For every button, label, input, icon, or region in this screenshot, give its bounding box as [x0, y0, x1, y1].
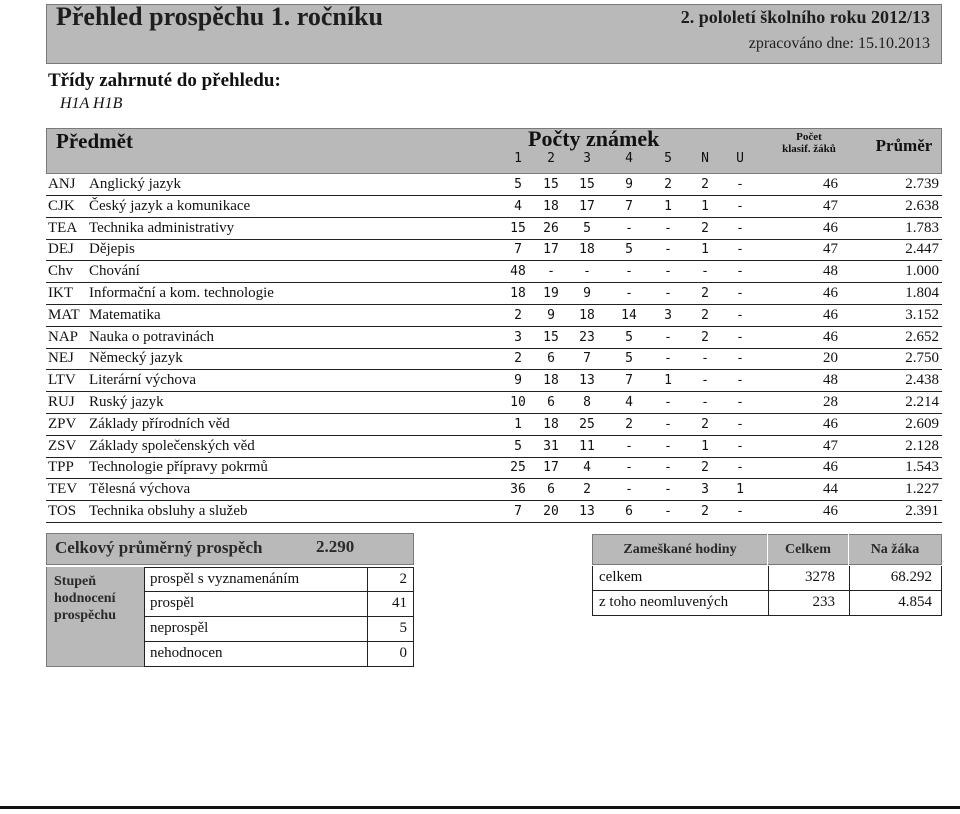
grade-count-cell: -: [736, 242, 744, 258]
grade-count-cell: -: [701, 373, 709, 389]
table-row: [46, 414, 942, 436]
grade-column-heading: N: [701, 151, 709, 166]
grade-count-cell: -: [664, 416, 672, 432]
grade-count-cell: -: [736, 198, 744, 214]
subject-name: Technologie přípravy pokrmů: [89, 459, 268, 476]
grade-count-cell: -: [736, 351, 744, 367]
table-row: [46, 370, 942, 392]
grade-count-cell: -: [701, 264, 709, 280]
grade-count-cell: -: [736, 307, 744, 323]
table-row: [46, 392, 942, 414]
grade-level-count: 2: [399, 571, 407, 587]
subject-name: Literární výchova: [89, 372, 197, 389]
grade-level-row: [144, 567, 414, 592]
pupils-count-cell: 46: [823, 306, 838, 323]
missed-hours-divider: [849, 566, 850, 590]
classes-list: H1A H1B: [60, 95, 123, 112]
grade-count-cell: -: [583, 264, 591, 280]
table-row: [46, 327, 942, 349]
grade-count-cell: 1: [701, 438, 709, 454]
grade-level-count: 5: [399, 620, 407, 636]
grade-count-cell: 3: [514, 329, 522, 345]
grade-count-cell: -: [664, 504, 672, 519]
grade-count-cell: 10: [510, 395, 526, 410]
subject-code: IKT: [48, 285, 73, 301]
grade-count-cell: 1: [664, 373, 672, 389]
grade-count-cell: 2: [701, 220, 709, 236]
grade-count-cell: 5: [514, 438, 522, 454]
subject-code: ZSV: [48, 437, 77, 454]
grade-count-cell: 25: [579, 416, 595, 432]
pupils-count-cell: 46: [823, 176, 838, 192]
missed-hours-divider: [768, 566, 769, 590]
grade-count-cell: 6: [625, 504, 633, 519]
grade-column-heading: 3: [583, 151, 591, 166]
average-cell: 2.447: [905, 241, 939, 258]
grade-count-cell: 2: [701, 329, 709, 345]
school-period: 2. pololetí školního roku 2012/13: [680, 7, 930, 27]
average-cell: 1.227: [905, 481, 939, 498]
subject-code: DEJ: [48, 241, 74, 258]
table-row: [46, 218, 942, 240]
grade-count-cell: 1: [701, 198, 709, 214]
table-row: [46, 457, 942, 479]
grade-count-cell: -: [664, 460, 672, 476]
subject-code: Chv: [48, 263, 74, 280]
page-title: Přehled prospěchu 1. ročníku: [56, 2, 383, 31]
grade-count-cell: -: [664, 242, 672, 258]
grade-count-cell: 18: [543, 416, 559, 432]
grade-level-label: prospěl: [150, 595, 195, 611]
grade-count-cell: 1: [664, 198, 672, 214]
grade-count-cell: 13: [579, 504, 595, 519]
grade-count-cell: 4: [625, 395, 633, 410]
grade-count-cell: 1: [736, 482, 744, 498]
grade-column-heading: 5: [664, 151, 672, 166]
processed-date: zpracováno dne: 15.10.2013: [748, 35, 930, 52]
missed-hours-header-divider: [848, 534, 849, 565]
missed-hours-total: 233: [812, 594, 835, 610]
subject-code: TEV: [48, 481, 78, 498]
average-cell: 2.214: [905, 394, 939, 410]
missed-hours-header-divider: [767, 534, 768, 565]
grade-count-cell: 2: [583, 482, 591, 498]
grade-count-cell: -: [664, 329, 672, 345]
pupils-heading-line2: klasif. žáků: [782, 143, 836, 155]
table-row: [46, 436, 942, 458]
table-row: [46, 239, 942, 261]
average-cell: 1.783: [905, 219, 939, 236]
average-cell: 2.739: [905, 176, 939, 192]
average-cell: 3.152: [905, 306, 939, 323]
grade-count-cell: 18: [579, 242, 595, 258]
grade-count-cell: 1: [701, 242, 709, 258]
grade-count-cell: 1: [514, 416, 522, 432]
grade-count-cell: 5: [583, 220, 591, 236]
subject-name: Technika obsluhy a služeb: [89, 503, 248, 519]
grade-count-cell: 13: [579, 373, 595, 389]
grade-count-cell: -: [664, 395, 672, 410]
grade-level-divider: [367, 617, 368, 641]
grade-level-row: [144, 642, 414, 667]
grade-count-cell: 18: [543, 198, 559, 214]
grade-count-cell: -: [736, 264, 744, 280]
grade-count-cell: 14: [621, 307, 637, 323]
grade-count-cell: 7: [514, 504, 522, 519]
grade-level-divider: [367, 592, 368, 616]
grade-count-cell: -: [736, 286, 744, 301]
subject-name: Technika administrativy: [89, 219, 235, 236]
grade-count-cell: 9: [547, 307, 555, 323]
grade-count-cell: -: [625, 460, 633, 476]
grade-count-cell: 2: [701, 307, 709, 323]
grade-count-cell: 23: [579, 329, 595, 345]
subject-code: ANJ: [48, 176, 76, 192]
missed-hours-label: z toho neomluvených: [599, 594, 729, 610]
grade-count-cell: 15: [579, 177, 595, 192]
subject-code: RUJ: [48, 394, 75, 410]
grade-count-cell: 20: [543, 504, 559, 519]
subject-name: Německý jazyk: [89, 350, 183, 367]
grade-count-cell: 2: [701, 286, 709, 301]
missed-hours-label: celkem: [599, 569, 643, 585]
grade-column-heading: 2: [547, 151, 555, 166]
grade-count-cell: -: [736, 504, 744, 519]
grade-count-cell: -: [625, 264, 633, 280]
grade-count-cell: 25: [510, 460, 526, 476]
grade-count-cell: -: [664, 264, 672, 280]
pupils-count-cell: 46: [823, 328, 838, 345]
grade-counts-heading: Počty známek: [528, 126, 660, 151]
grade-count-cell: 9: [583, 286, 591, 301]
grade-level-row: [144, 617, 414, 642]
grade-count-cell: 9: [625, 177, 633, 192]
grade-count-cell: 2: [514, 307, 522, 323]
grade-count-cell: 17: [543, 460, 559, 476]
grade-count-cell: -: [736, 416, 744, 432]
average-cell: 1.804: [905, 285, 939, 301]
table-row: [46, 305, 942, 327]
grade-count-cell: 15: [510, 220, 526, 236]
subject-name: Ruský jazyk: [89, 394, 164, 410]
grade-count-cell: 2: [664, 177, 672, 192]
grade-count-cell: 5: [514, 177, 522, 192]
grade-level-divider: [367, 568, 368, 591]
grade-count-cell: -: [701, 351, 709, 367]
subject-name: Chování: [89, 263, 140, 280]
average-cell: 2.750: [905, 350, 939, 367]
grade-count-cell: -: [664, 438, 672, 454]
missed-hours-per-pupil-heading: Na žáka: [870, 542, 920, 557]
table-row: [46, 501, 942, 523]
table-row: [46, 283, 942, 305]
grade-side-line2: hodnocení: [54, 591, 116, 606]
subject-name: Nauka o potravinách: [89, 328, 214, 345]
pupils-count-cell: 46: [823, 503, 838, 519]
grade-count-cell: 36: [510, 482, 526, 498]
subject-name: Dějepis: [89, 241, 135, 258]
grade-count-cell: -: [736, 373, 744, 389]
subject-name: Základy přírodních věd: [89, 415, 230, 432]
grade-level-row: [144, 592, 414, 617]
grade-count-cell: 5: [625, 242, 633, 258]
subject-code: TPP: [48, 459, 74, 476]
subject-name: Český jazyk a komunikace: [89, 197, 251, 214]
subject-name: Anglický jazyk: [89, 176, 182, 192]
grade-count-cell: -: [625, 220, 633, 236]
subject-name: Matematika: [89, 306, 161, 323]
average-cell: 1.543: [905, 459, 939, 476]
grade-count-cell: -: [625, 438, 633, 454]
grade-side-line3: prospěchu: [54, 608, 116, 623]
pupils-count-cell: 48: [823, 263, 838, 280]
grade-count-cell: 5: [625, 329, 633, 345]
grade-count-cell: 2: [701, 504, 709, 519]
missed-hours-heading: Zameškané hodiny: [623, 542, 737, 557]
grade-count-cell: 2: [701, 416, 709, 432]
pupils-count-cell: 46: [823, 219, 838, 236]
grade-count-cell: -: [701, 395, 709, 410]
grade-count-cell: 4: [514, 198, 522, 214]
classes-heading: Třídy zahrnuté do přehledu:: [48, 70, 281, 91]
grade-count-cell: 7: [514, 242, 522, 258]
subject-code: NEJ: [48, 350, 74, 367]
grade-count-cell: -: [664, 351, 672, 367]
missed-hours-divider: [849, 591, 850, 615]
overall-average-label: Celkový průměrný prospěch: [55, 538, 263, 557]
average-cell: 2.609: [905, 415, 939, 432]
subject-name: Informační a kom. technologie: [89, 285, 274, 301]
pupils-count-cell: 47: [823, 437, 838, 454]
missed-hours-per-pupil: 4.854: [898, 594, 932, 610]
grade-level-side-label: [54, 573, 116, 624]
average-cell: 2.391: [905, 503, 939, 519]
overall-average-value: 2.290: [316, 537, 355, 556]
grade-column-heading: U: [736, 151, 744, 166]
missed-hours-total-heading: Celkem: [785, 542, 831, 557]
grade-count-cell: 17: [543, 242, 559, 258]
pupils-count-cell: 46: [823, 415, 838, 432]
pupils-count-cell: 47: [823, 241, 838, 258]
missed-hours-divider: [768, 591, 769, 615]
subject-code: CJK: [48, 197, 75, 214]
grade-column-heading: 1: [514, 151, 522, 166]
subject-name: Základy společenských věd: [89, 437, 255, 454]
grade-count-cell: -: [736, 395, 744, 410]
grade-count-cell: 48: [510, 264, 526, 280]
grade-count-cell: 18: [579, 307, 595, 323]
grade-count-cell: 8: [583, 395, 591, 410]
grade-count-cell: -: [736, 438, 744, 454]
grade-count-cell: -: [625, 482, 633, 498]
subject-code: LTV: [48, 372, 76, 389]
grade-count-cell: 17: [579, 198, 595, 214]
grade-count-cell: 6: [547, 395, 555, 410]
grade-column-heading: 4: [625, 151, 633, 166]
pupils-count-cell: 20: [823, 350, 838, 367]
pupils-count-cell: 48: [823, 372, 838, 389]
average-cell: 2.438: [905, 372, 939, 389]
footer-rule: [0, 806, 960, 809]
table-row: [46, 174, 942, 196]
pupils-heading-line1: Počet: [796, 131, 822, 143]
grade-count-cell: 2: [701, 460, 709, 476]
grade-level-count: 0: [399, 645, 407, 661]
subject-code: TEA: [48, 219, 78, 236]
grade-count-cell: -: [736, 220, 744, 236]
subject-name: Tělesná výchova: [89, 481, 191, 498]
grade-count-cell: -: [664, 220, 672, 236]
grade-count-cell: 18: [543, 373, 559, 389]
average-cell: 1.000: [905, 263, 939, 280]
average-cell: 2.128: [905, 437, 939, 454]
missed-hours-total: 3278: [805, 569, 835, 585]
pupils-count-cell: 28: [823, 394, 838, 410]
table-row: [46, 196, 942, 218]
grade-count-cell: 31: [543, 438, 559, 454]
pupils-count-cell: 44: [823, 481, 838, 498]
grade-count-cell: -: [664, 482, 672, 498]
grade-count-cell: 4: [583, 460, 591, 476]
grade-count-cell: 7: [625, 373, 633, 389]
grade-count-cell: 2: [701, 177, 709, 192]
missed-hours-row: [592, 591, 942, 616]
average-column-heading: Průměr: [875, 136, 933, 155]
grade-count-cell: -: [736, 460, 744, 476]
grade-count-cell: 7: [583, 351, 591, 367]
grade-level-label: nehodnocen: [150, 645, 223, 661]
grade-count-cell: 2: [625, 416, 633, 432]
grade-count-cell: -: [736, 177, 744, 192]
grade-count-cell: -: [664, 286, 672, 301]
grade-count-cell: 3: [701, 482, 709, 498]
grade-count-cell: 3: [664, 307, 672, 323]
grade-count-cell: 5: [625, 351, 633, 367]
missed-hours-row: [592, 566, 942, 591]
grade-level-label: prospěl s vyznamenáním: [150, 571, 300, 587]
grade-level-divider: [367, 642, 368, 666]
grade-count-cell: 18: [510, 286, 526, 301]
pupils-count-cell: 46: [823, 285, 838, 301]
missed-hours-per-pupil: 68.292: [890, 569, 932, 585]
average-cell: 2.652: [905, 328, 939, 345]
grade-count-cell: 6: [547, 482, 555, 498]
grade-count-cell: 26: [543, 220, 559, 236]
pupils-count-heading: [774, 131, 844, 155]
grade-count-cell: 9: [514, 373, 522, 389]
table-row: [46, 479, 942, 501]
grade-count-cell: -: [547, 264, 555, 280]
table-row: [46, 261, 942, 283]
table-row: [46, 348, 942, 370]
grade-count-cell: 7: [625, 198, 633, 214]
pupils-count-cell: 47: [823, 197, 838, 214]
grade-count-cell: 19: [543, 286, 559, 301]
average-cell: 2.638: [905, 197, 939, 214]
subject-code: ZPV: [48, 415, 77, 432]
grade-count-cell: 2: [514, 351, 522, 367]
grade-count-cell: 11: [579, 438, 595, 454]
grade-count-cell: -: [625, 286, 633, 301]
grade-side-line1: Stupeň: [54, 574, 97, 589]
subject-code: NAP: [48, 328, 79, 345]
grade-count-cell: 15: [543, 177, 559, 192]
subject-column-heading: Předmět: [56, 129, 133, 153]
grade-count-cell: -: [736, 329, 744, 345]
grade-level-count: 41: [392, 595, 407, 611]
grade-count-cell: 15: [543, 329, 559, 345]
pupils-count-cell: 46: [823, 459, 838, 476]
grade-level-label: neprospěl: [150, 620, 209, 636]
grade-count-cell: 6: [547, 351, 555, 367]
subject-code: TOS: [48, 503, 77, 519]
subject-code: MAT: [48, 306, 80, 323]
